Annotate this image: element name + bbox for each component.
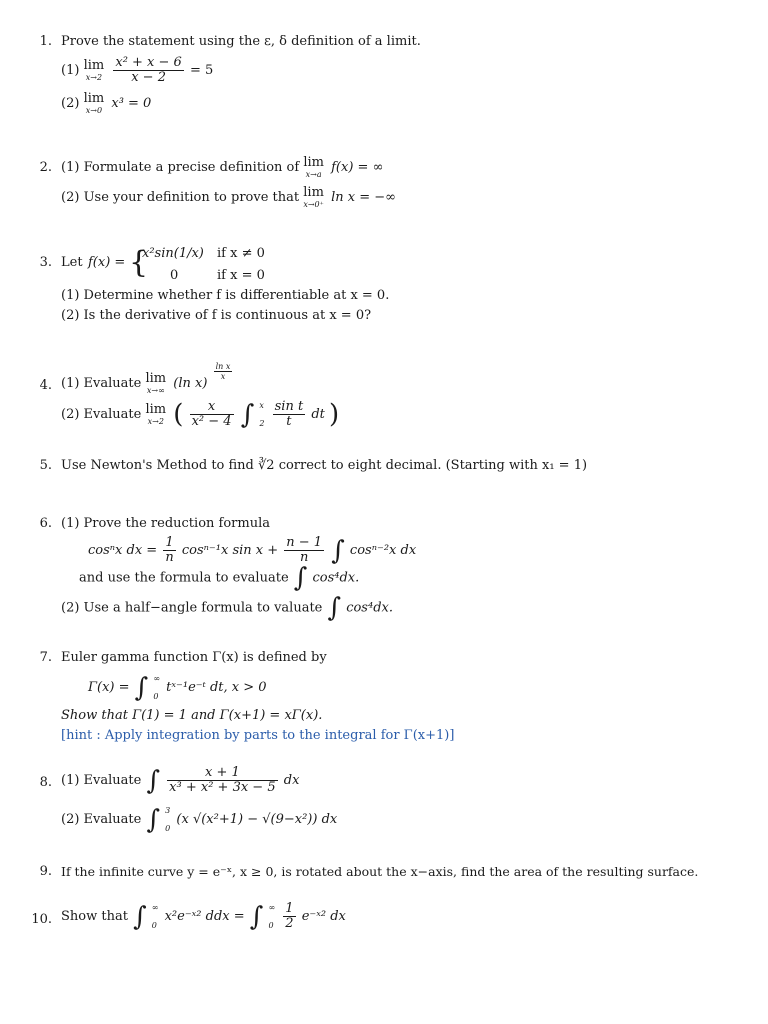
limit-operator: lim x→a <box>303 155 324 179</box>
problem-8b-body: (x √(x²+1) − √(9−x²)) dx <box>176 812 338 827</box>
formula-term-1: cosⁿ⁻¹x sin x + <box>181 543 279 558</box>
problem-5-text: Use Newton's Method to find ∛2 correct to eight decimal. (Starting with x₁ = 1) <box>61 458 588 473</box>
problem-2a-label: (1) <box>61 160 80 175</box>
problem-6b-expr: cos⁴dx. <box>346 600 393 616</box>
problem-8b-label: (2) Evaluate <box>61 812 142 827</box>
problem-6-number: 6. <box>39 516 52 531</box>
fraction: $\frac{1}{n}$ <box>165 535 174 565</box>
problem-10-text: Show that <box>61 909 128 924</box>
integral-sign: ∫ <box>133 901 147 932</box>
limit-operator: lim x→2 <box>145 402 167 426</box>
problem-4a-base: (ln x) <box>173 376 208 391</box>
integral-limits: ∞ 0 <box>153 674 161 701</box>
problem-6b <box>61 593 393 623</box>
problem-7-text: Euler gamma function Γ(x) is defined by <box>61 650 327 665</box>
problem-4b-dt: dt <box>311 407 325 422</box>
problem-1b <box>61 92 151 115</box>
problem-1a-label: (1) <box>61 63 80 78</box>
problem-3a: (1) Determine whether f is differentiable at x = 0. <box>61 288 390 303</box>
piecewise-case-1-expr: x²sin(1/x) <box>142 246 204 261</box>
limit-operator: lim x→0 <box>83 91 105 115</box>
piecewise-brace: { <box>129 245 149 280</box>
problem-2a-expr: f(x) = ∞ <box>331 160 384 175</box>
problem-1a-rhs: = 5 <box>189 63 214 78</box>
problem-3-number: 3. <box>39 255 52 270</box>
problem-1-statement: Prove the statement using the ε, δ definition of a limit. <box>61 34 421 49</box>
problem-1b-label: (2) <box>61 96 80 111</box>
piecewise-case-1-cond: if x ≠ 0 <box>217 246 265 261</box>
problem-1a <box>61 56 213 85</box>
problem-9-number: 9. <box>39 864 52 879</box>
gamma-lhs: Γ(x) = <box>88 680 130 695</box>
problem-6a-use <box>79 563 360 593</box>
problem-1-number: 1. <box>39 34 52 49</box>
formula-term-2: cosⁿ⁻²x dx <box>349 543 417 558</box>
problem-3b: (2) Is the derivative of f is continuous at x = 0? <box>61 308 372 323</box>
integral-sign: ∫ <box>249 901 264 932</box>
fraction: $\frac{1}{2}$ <box>285 901 294 931</box>
fraction: $\frac{x + 1}{\text{x³ + x² + 3x − 5}}$ <box>169 765 276 795</box>
problem-8b <box>61 806 337 833</box>
piecewise-case-2-expr: 0 <box>170 268 179 283</box>
problem-10-lhs: x²e⁻ˣ² ddx = <box>164 909 245 924</box>
problem-6a-use-expr: cos⁴dx. <box>312 570 360 586</box>
limit-operator: lim x→∞ <box>145 371 167 395</box>
problem-10-number: 10. <box>31 912 52 927</box>
problem-7-hint: [hint : Apply integration by parts to the integral for Γ(x+1)] <box>61 728 455 743</box>
integrand-fraction: $\frac{\text{sin t}}{t}$ <box>274 399 304 429</box>
problem-8a-label: (1) Evaluate <box>61 773 142 788</box>
problem-4b-label: (2) Evaluate <box>61 407 142 422</box>
integral-sign: ∫ <box>293 563 308 593</box>
problem-7-number: 7. <box>39 650 52 665</box>
exponent-fraction: $\frac{\text{ln x}}{x}$ <box>215 362 231 381</box>
problem-4a <box>61 362 234 395</box>
integral-sign: ∫ <box>146 765 161 796</box>
problem-2b-label: (2) <box>61 190 80 205</box>
problem-4a-label: (1) Evaluate <box>61 376 142 391</box>
problem-7-show: Show that Γ(1) = 1 and Γ(x+1) = xΓ(x). <box>61 708 323 723</box>
integral-sign: ∫ <box>146 804 161 835</box>
problem-8-number: 8. <box>39 775 52 790</box>
problem-8a-dx: dx <box>283 773 300 788</box>
problem-2b <box>61 186 396 209</box>
problem-8a <box>61 766 299 795</box>
integral-sign: ∫ <box>331 535 345 566</box>
formula-lhs: cosⁿx dx = <box>88 543 158 558</box>
gamma-definition <box>88 674 267 701</box>
problem-2b-text: Use your definition to prove that <box>83 190 300 205</box>
piecewise-case-2-cond: if x = 0 <box>217 268 265 283</box>
problem-2-number: 2. <box>39 160 52 175</box>
problem-6b-text: (2) Use a half−angle formula to valuate <box>61 600 323 616</box>
problem-5-number: 5. <box>39 458 52 473</box>
problem-10 <box>61 902 346 931</box>
problem-3-fdef: f(x) = <box>88 255 126 270</box>
problem-1b-expr: x³ = 0 <box>111 96 152 111</box>
problem-2a-text: Formulate a precise definition of <box>83 160 300 175</box>
limit-operator: lim x→0⁺ <box>303 185 324 209</box>
problem-6a-title: (1) Prove the reduction formula <box>61 516 270 531</box>
problem-4b <box>61 400 339 429</box>
integral-limits: 3 0 <box>165 806 171 833</box>
integral-limits: ∞ 0 <box>151 903 159 930</box>
integral-limits: x 2 <box>259 401 265 428</box>
reduction-formula <box>88 536 416 565</box>
integral-sign: ∫ <box>327 593 342 623</box>
integral-sign: ∫ <box>240 399 255 430</box>
problem-6a-use-text: and use the formula to evaluate <box>79 570 289 586</box>
gamma-body: tˣ⁻¹e⁻ᵗ dt, x > 0 <box>166 680 267 695</box>
fraction: $\frac{x}{\text{x² − 4}}$ <box>191 399 232 429</box>
problem-2b-expr: ln x = −∞ <box>331 190 396 205</box>
limit-operator: lim x→2 <box>83 58 105 82</box>
integral-sign: ∫ <box>134 672 149 703</box>
right-paren: ) <box>329 399 340 430</box>
fraction: $\frac{\text{x² + x − 6}}{x - 2}$ <box>115 55 182 85</box>
problem-2a <box>61 156 383 179</box>
left-paren: ( <box>173 399 184 430</box>
integral-limits: ∞ 0 <box>268 903 276 930</box>
problem-3-let: Let <box>61 255 83 270</box>
problem-9-text: If the infinite curve y = e⁻ˣ, x ≥ 0, is rotated about the x−axis, find the area of the resulting surface. <box>61 864 699 879</box>
problem-10-rhs: e⁻ˣ² dx <box>301 909 346 924</box>
fraction: $\frac{n - 1}{n}$ <box>286 535 323 565</box>
problem-4-number: 4. <box>39 378 52 393</box>
